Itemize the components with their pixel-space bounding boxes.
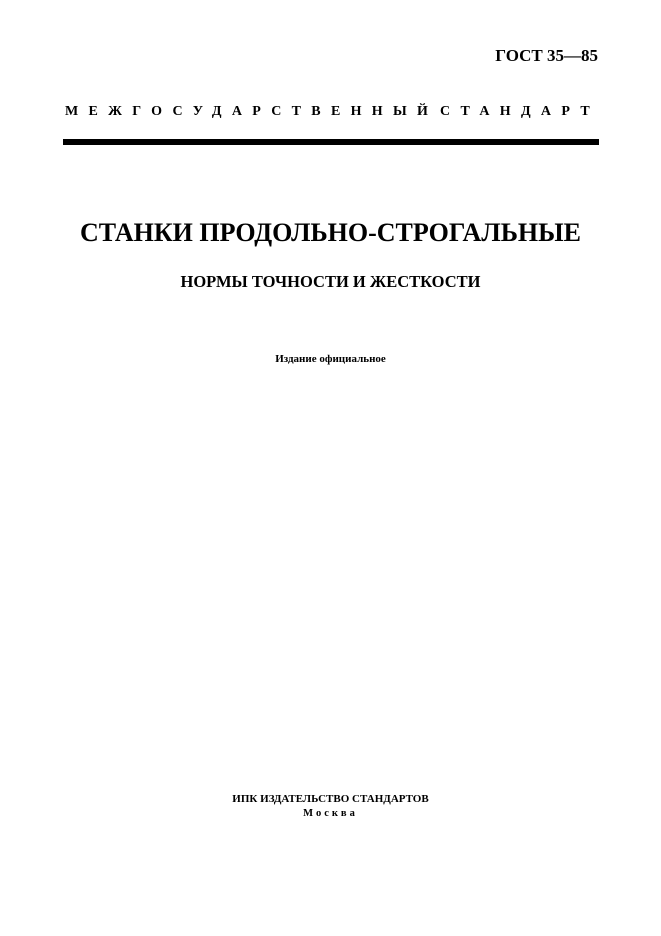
standard-type-heading xyxy=(65,104,600,120)
document-title: СТАНКИ ПРОДОЛЬНО-СТРОГАЛЬНЫЕ xyxy=(80,218,581,247)
standard-type-word: МЕЖГОСУДАРСТВЕННЫЙ xyxy=(65,104,439,119)
standard-type-word: СТАНДАРТ xyxy=(440,104,600,119)
header-rule-divider xyxy=(63,139,599,145)
document-subtitle: НОРМЫ ТОЧНОСТИ И ЖЕСТКОСТИ xyxy=(180,272,481,291)
publisher-city: Москва xyxy=(303,808,358,819)
standard-code: ГОСТ 35—85 xyxy=(495,46,598,65)
edition-note: Издание официальное xyxy=(275,353,386,365)
publisher-name: ИПК ИЗДАТЕЛЬСТВО СТАНДАРТОВ xyxy=(232,793,429,805)
